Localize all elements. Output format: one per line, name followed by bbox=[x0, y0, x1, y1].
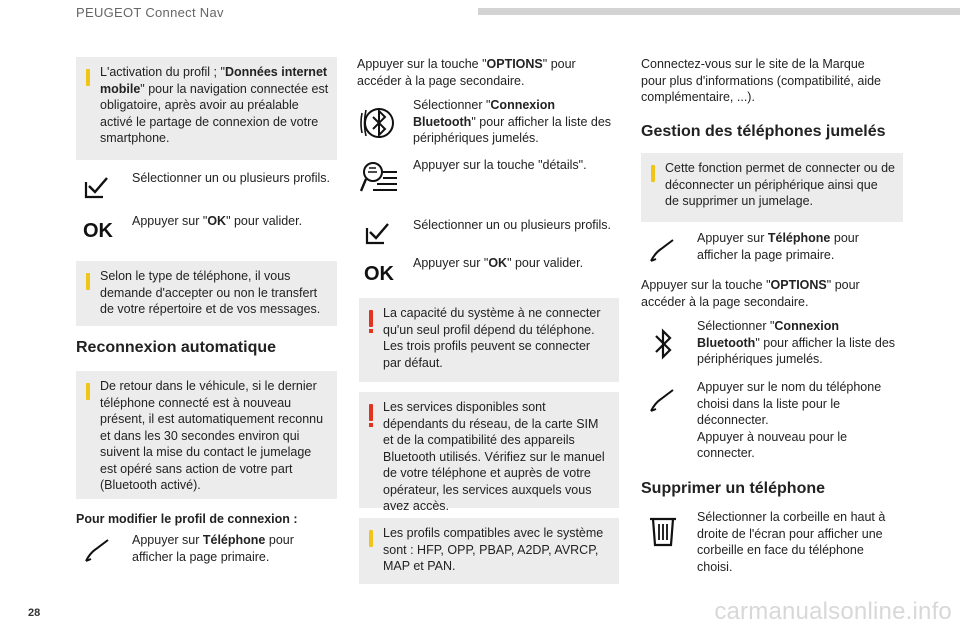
checkbox-check-icon bbox=[78, 167, 118, 207]
page-number: 28 bbox=[28, 607, 41, 619]
step-bluetooth-connection-2: Sélectionner "Connexion Bluetooth" pour afficher la liste des périphériques jumelés. bbox=[643, 318, 903, 370]
info-icon bbox=[86, 383, 90, 400]
heading-delete-phone: Supprimer un téléphone bbox=[641, 480, 826, 497]
info-icon bbox=[86, 273, 90, 290]
info-note-pairing: Cette fonction permet de connecter ou de déconnecter un périphérique ainsi que de supprimer un jumelage. bbox=[641, 153, 903, 222]
step-press-ok-2: OK Appuyer sur "OK" pour valider. bbox=[359, 254, 619, 290]
options-paragraph: Appuyer sur la touche "OPTIONS" pour accéder à la page secondaire. bbox=[641, 278, 860, 309]
step-select-profiles-2: Sélectionner un ou plusieurs profils. bbox=[359, 213, 619, 249]
step-text: Sélectionner un ou plusieurs profils. bbox=[132, 171, 331, 185]
page-header-title: PEUGEOT Connect Nav bbox=[76, 5, 224, 20]
warning-note-profile: La capacité du système à ne connecter qu'un seul profil dépend du téléphone. Les trois profils peuvent se connecter par défaut. bbox=[359, 298, 619, 382]
info-icon bbox=[86, 69, 90, 86]
stylus-touch-icon bbox=[78, 531, 118, 571]
step-press-telephone: Appuyer sur Téléphone pour afficher la page primaire. bbox=[78, 531, 337, 567]
subheading-modify-profile: Pour modifier le profil de connexion : bbox=[76, 512, 298, 526]
warning-icon bbox=[369, 310, 373, 327]
heading-paired-phones: Gestion des téléphones jumelés bbox=[641, 123, 886, 140]
options-intro: Appuyer sur la touche "OPTIONS" pour accéder à la page secondaire. bbox=[357, 57, 576, 88]
step-disconnect-phone: Appuyer sur le nom du téléphone choisi dans la liste pour le déconnecter. Appuyer à nouveau pour le connecter. bbox=[643, 379, 903, 463]
info-note-reconnect: De retour dans le véhicule, si le dernier téléphone connecté est à nouveau présent, il est automatiquement reconnu et dans les 30 secondes environ qui suivent la mise du contact le jumelage est opéré sans action de votre part (Bluetooth activé). bbox=[76, 371, 337, 499]
step-details: Appuyer sur la touche "détails". bbox=[359, 156, 619, 200]
stylus-touch-icon bbox=[643, 231, 683, 271]
watermark: carmanualsonline.info bbox=[714, 598, 952, 625]
step-select-profiles bbox=[78, 167, 337, 203]
info-note-transfer: Selon le type de téléphone, il vous demande d'accepter ou non le transfert de votre répertoire et de vos messages. bbox=[76, 261, 337, 326]
info-icon bbox=[651, 165, 655, 182]
stylus-touch-icon bbox=[643, 381, 683, 421]
bluetooth-icon bbox=[359, 103, 399, 143]
details-search-icon bbox=[359, 158, 399, 198]
page-header-bar bbox=[478, 8, 960, 15]
ok-text-icon: OK bbox=[364, 262, 394, 285]
brand-site-intro: Connectez-vous sur le site de la Marque pour plus d'informations (compatibilité, aide complémentaire, ...). bbox=[641, 57, 882, 104]
step-press-ok: OK Appuyer sur "OK" pour valider. bbox=[78, 211, 337, 247]
warning-icon bbox=[369, 404, 373, 421]
ok-text-icon: OK bbox=[83, 219, 113, 242]
step-trash: Sélectionner la corbeille en haut à droite de l'écran pour afficher une corbeille en face du téléphone choisi. bbox=[643, 509, 903, 579]
warning-note-services: Les services disponibles sont dépendants du réseau, de la carte SIM et de la compatibilité des appareils Bluetooth utilisés. Vérifiez sur le manuel de votre téléphone et auprès de votre opérateur, les services auxquels vous avez accès. bbox=[359, 392, 619, 508]
bluetooth-icon bbox=[643, 324, 683, 364]
info-note-profiles: Les profils compatibles avec le système sont : HFP, OPP, PBAP, A2DP, AVRCP, MAP et PAN. bbox=[359, 518, 619, 584]
step-press-telephone-2: Appuyer sur Téléphone pour afficher la page primaire. bbox=[643, 229, 903, 265]
info-icon bbox=[369, 530, 373, 547]
step-bluetooth-connection: Sélectionner "Connexion Bluetooth" pour afficher la liste des périphériques jumelés. bbox=[359, 97, 619, 149]
trash-icon bbox=[643, 511, 683, 551]
checkbox-check-icon bbox=[359, 213, 399, 253]
info-note-profile: L'activation du profil ; "Données internet mobile" pour la navigation connectée est obligatoire, après avoir au préalable activé le partage de connexion de votre smartphone. bbox=[76, 57, 337, 160]
heading-auto-reconnect: Reconnexion automatique bbox=[76, 339, 277, 356]
